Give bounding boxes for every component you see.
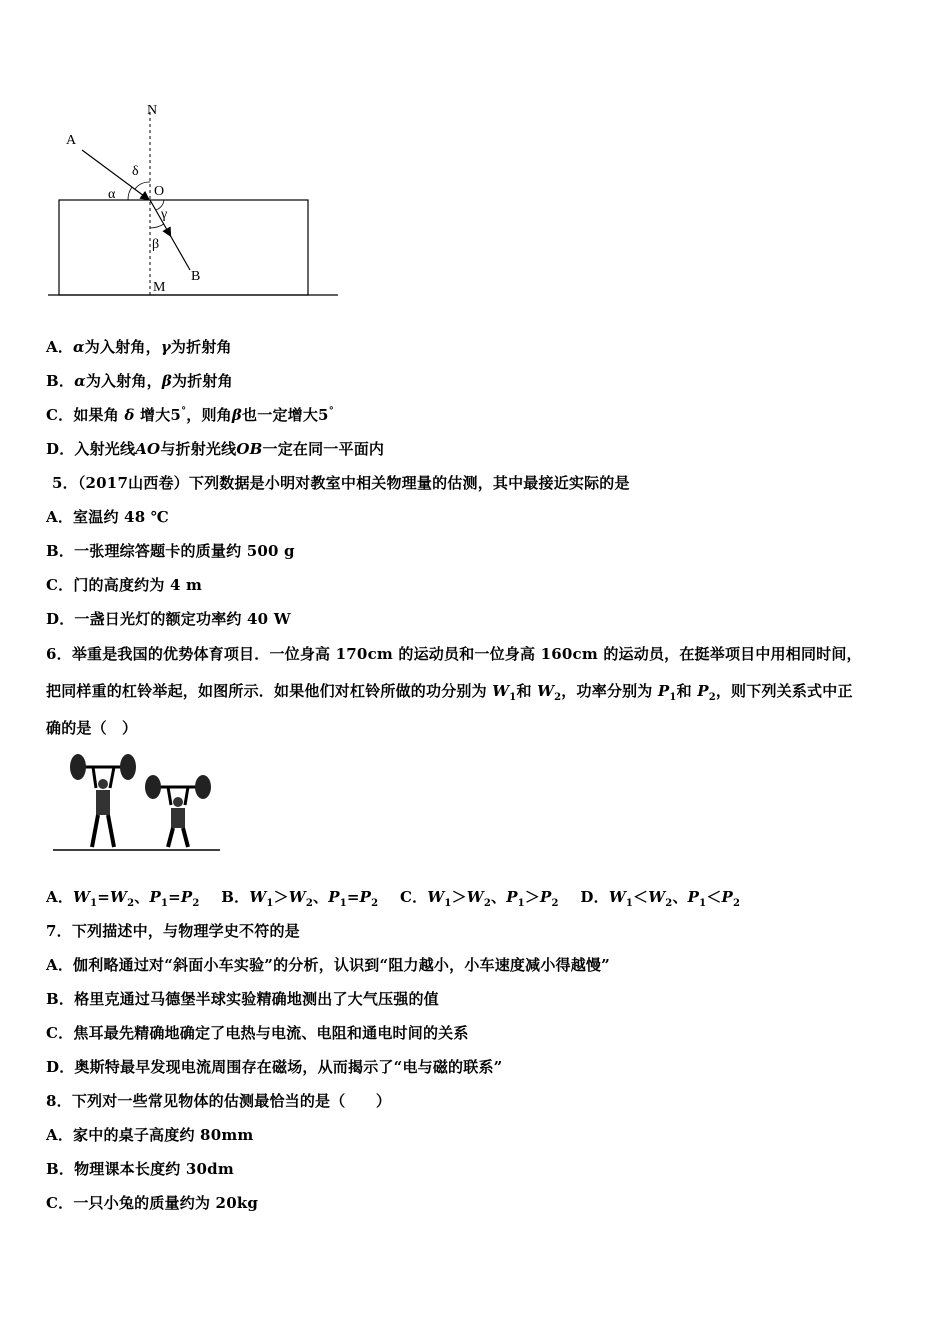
q6-p2-sub: 2 (708, 692, 716, 703)
lifter-short (145, 775, 211, 847)
q4-c-text3: 也一定增大5 (242, 406, 329, 424)
q5-option-c: C．门的高度约为 4 m (46, 576, 203, 594)
label-delta: δ (132, 164, 139, 179)
label-beta: β (152, 237, 160, 252)
q4-b-var2: β (161, 372, 173, 390)
q7-option-c: C．焦耳最先精确地确定了电热与电流、电阻和通电时间的关系 (46, 1024, 469, 1042)
q6-option-b: B．$W_1>W_2$、$P_1=P_2$ (221, 888, 379, 909)
q6-option-a: A．$W_1=W_2$、$P_1=P_2$ (46, 888, 200, 909)
q5-option-d: D．一盏日光灯的额定功率约 40 W (46, 610, 291, 628)
q6-w1-sub: 1 (509, 692, 517, 703)
q7-option-a: A．伽利略通过对“斜面小车实验”的分析，认识到“阻力越小，小车速度减小得越慢” (46, 956, 610, 974)
q4-c-deg2: ° (328, 406, 334, 417)
q4-a-var1: α (73, 338, 85, 356)
q4-a-text2: 为折射角 (170, 338, 232, 356)
q4-c-prefix: C．如果角 (46, 406, 125, 424)
q4-option-c (46, 404, 334, 425)
refracted-ray-tail (170, 235, 190, 270)
q4-c-var2: β (231, 406, 243, 424)
q6-and-1: 和 (516, 682, 538, 700)
q8-option-b: B．物理课本长度约 30dm (46, 1160, 234, 1178)
q5-option-b: B．一张理综答题卡的质量约 500 g (46, 542, 295, 560)
q4-d-var2: OB (236, 440, 263, 458)
q4-option-a (46, 336, 232, 357)
q6-and-2: 和 (676, 682, 698, 700)
label-O: O (154, 184, 165, 199)
q5-stem: 5．（2017山西卷）下列数据是小明对教室中相关物理量的估测，其中最接近实际的是 (52, 474, 630, 492)
q4-b-prefix: B． (46, 372, 75, 390)
label-M: M (153, 280, 166, 295)
q4-c-deg1: ° (181, 406, 187, 417)
q4-d-text2: 一定在同一平面内 (262, 440, 385, 458)
q4-a-text1: 为入射角， (84, 338, 161, 356)
q8-stem: 8．下列对一些常见物体的估测最恰当的是（ ） (46, 1092, 392, 1110)
q7-stem: 7．下列描述中，与物理学史不符的是 (46, 922, 300, 940)
q6-options (46, 886, 740, 909)
q4-option-d (46, 438, 384, 459)
angle-alpha-arc (128, 187, 132, 200)
q4-a-var2: γ (160, 338, 171, 356)
q6-p1-sub: 1 (669, 692, 677, 703)
q6-p1-var: P (657, 682, 670, 700)
q4-option-b (46, 370, 233, 391)
q6-line2-text-b: ，功率分别为 (561, 682, 658, 700)
q6-stem-line3: 确的是（ ） (46, 719, 138, 737)
label-B: B (191, 269, 201, 284)
label-A: A (66, 133, 77, 148)
weightlifters-illustration (48, 750, 228, 855)
q5-option-a: A．室温约 48 ℃ (46, 508, 169, 526)
q6-w1-var: W (492, 682, 510, 700)
q6-stem-line1: 6．举重是我国的优势体育项目．一位身高 170cm 的运动员和一位身高 160cm 的运动员，在挺举项目中用相同时间， (46, 645, 862, 663)
q4-c-text2: ，则角 (186, 406, 232, 424)
angle-beta-arc (150, 224, 164, 228)
glass-block (59, 200, 308, 295)
q7-option-d: D．奥斯特最早发现电流周围存在磁场，从而揭示了“电与磁的联系” (46, 1058, 503, 1076)
q6-stem-line2 (46, 680, 853, 703)
q6-line2-text-a: 把同样重的杠铃举起，如图所示．如果他们对杠铃所做的功分别为 (46, 682, 493, 700)
label-alpha: α (108, 187, 116, 202)
q8-option-a: A．家中的桌子高度约 80mm (46, 1126, 254, 1144)
q6-w2-var: W (537, 682, 555, 700)
q4-b-var1: α (74, 372, 86, 390)
q4-c-var1: δ (124, 406, 135, 424)
q7-option-b: B．格里克通过马德堡半球实验精确地测出了大气压强的值 (46, 990, 439, 1008)
q6-w2-sub: 2 (554, 692, 562, 703)
q6-line2-text-c: ，则下列关系式中正 (715, 682, 853, 700)
lifter-tall (70, 754, 136, 847)
q6-option-c: C．$W_1>W_2$、$P_1>P_2$ (400, 888, 559, 909)
refraction-diagram (40, 100, 340, 300)
q4-c-text1: 增大5 (134, 406, 182, 424)
label-N: N (147, 103, 158, 118)
angle-delta-arc (135, 182, 150, 189)
q6-option-d: D．$W_1<W_2$、$P_1<P_2$ (580, 888, 741, 909)
q4-d-prefix: D．入射光线 (46, 440, 136, 458)
label-gamma: γ (161, 207, 168, 222)
q4-a-prefix: A． (46, 338, 74, 356)
q4-d-var1: AO (135, 440, 161, 458)
q4-b-text2: 为折射角 (172, 372, 233, 390)
q8-option-c: C．一只小兔的质量约为 20kg (46, 1194, 259, 1212)
q4-b-text1: 为入射角， (85, 372, 162, 390)
q4-d-text1: 与折射光线 (160, 440, 237, 458)
q6-p2-var: P (697, 682, 709, 700)
